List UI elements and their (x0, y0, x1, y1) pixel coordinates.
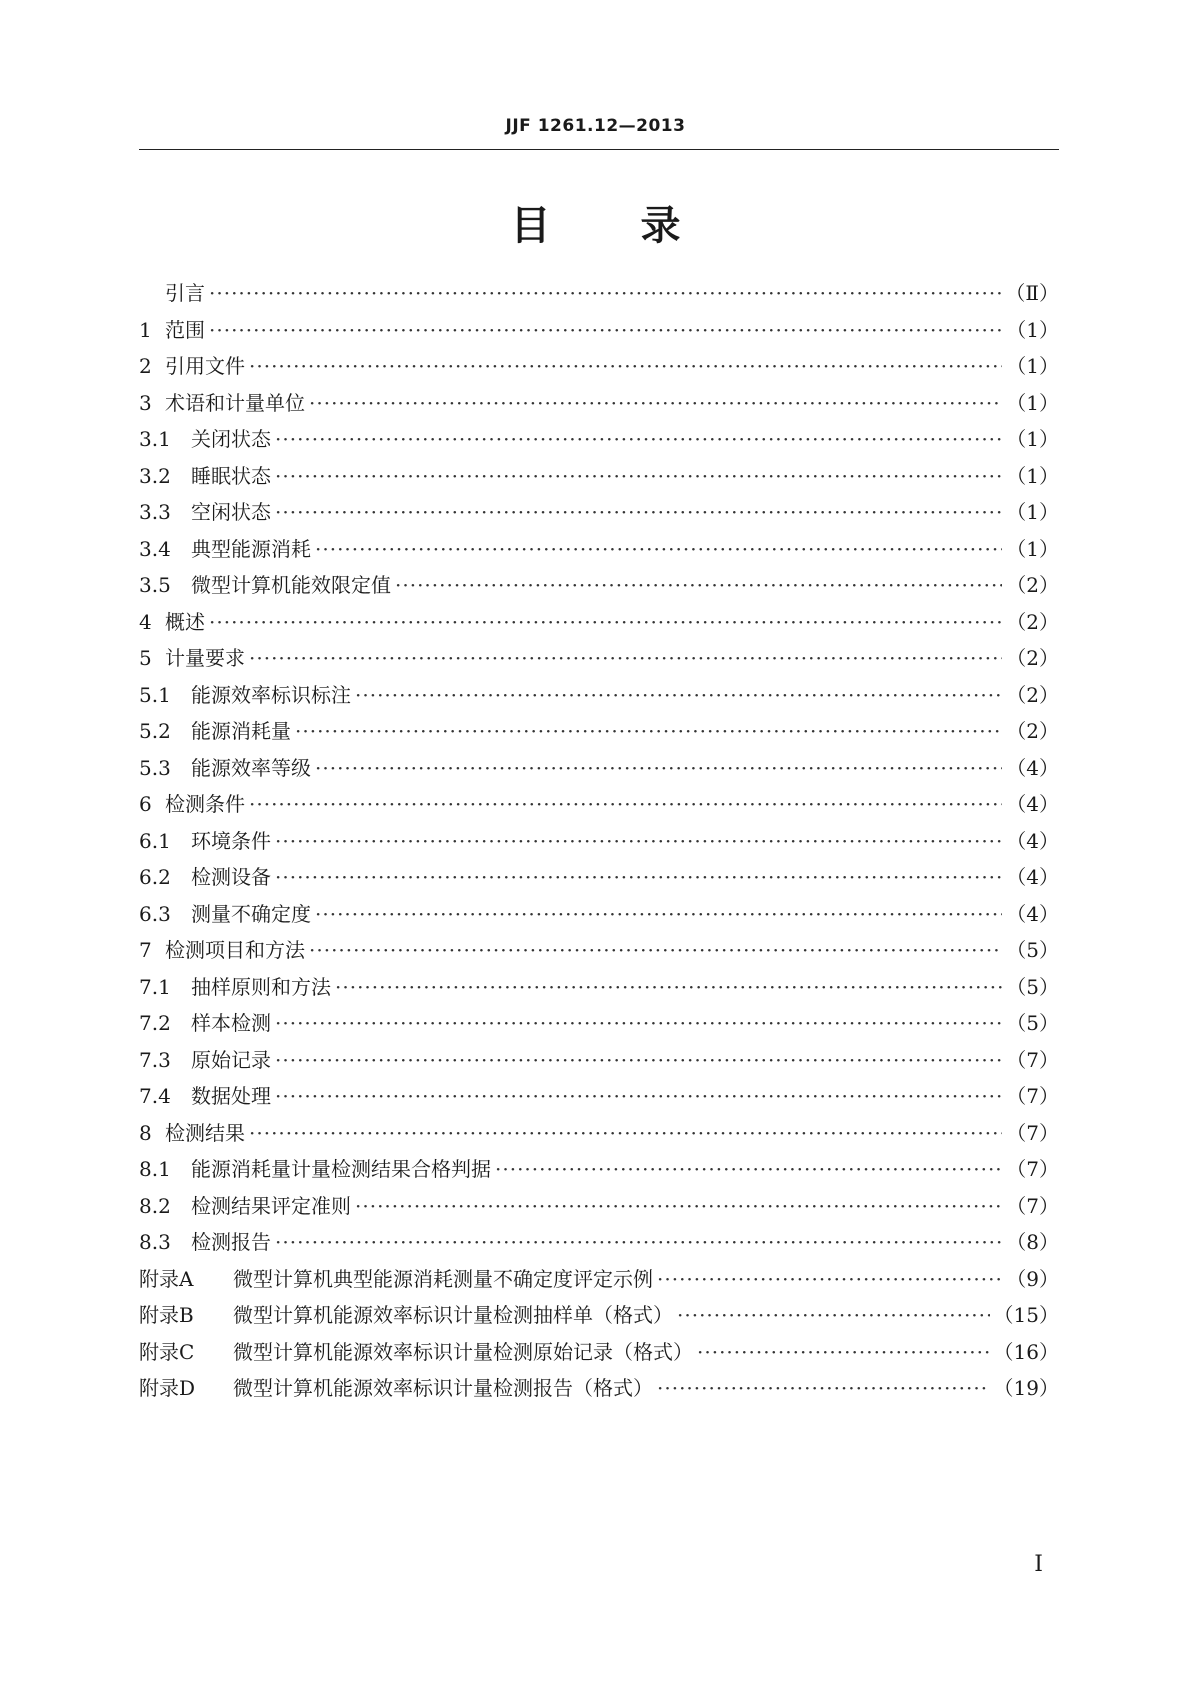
toc-entry-title: 引用文件 (165, 354, 245, 378)
toc-entry[interactable] (139, 314, 1059, 351)
toc-entry-number: 5.1 (139, 682, 171, 707)
toc-entry-page: （Ⅱ） (1005, 281, 1059, 305)
page-title (0, 194, 1191, 251)
toc-entry-page: （4） (1006, 828, 1059, 853)
toc-entry[interactable] (139, 1336, 1059, 1373)
toc-dot-leader (209, 318, 1002, 342)
toc-dot-leader (395, 573, 1002, 597)
toc-dot-leader (309, 938, 1002, 962)
toc-entry-title: 能源消耗量计量检测结果合格判据 (191, 1157, 491, 1181)
page-title-char-1: 目 (510, 203, 551, 249)
toc-entry-page: （8） (1006, 1230, 1059, 1254)
toc-entry[interactable] (139, 387, 1059, 424)
toc-dot-leader (315, 902, 1002, 926)
toc-entry-title: 能源效率标识标注 (191, 682, 351, 707)
toc-entry-title: 典型能源消耗 (191, 536, 311, 561)
toc-entry-page: （1） (1006, 390, 1059, 415)
toc-entry-page: （16） (993, 1339, 1059, 1364)
toc-entry-page: （1） (1006, 354, 1059, 378)
toc-dot-leader (249, 792, 1002, 816)
toc-dot-leader (295, 719, 1002, 743)
toc-entry-page: （7） (1006, 1193, 1059, 1218)
toc-entry[interactable] (139, 533, 1059, 570)
toc-entry-number: 附录B (139, 1303, 194, 1327)
toc-entry-number: 6.2 (139, 865, 171, 889)
toc-entry-number: 附录C (139, 1339, 195, 1364)
toc-dot-leader (275, 865, 1002, 889)
toc-entry-number: 3.2 (139, 463, 171, 488)
toc-entry-page: （1） (1006, 317, 1059, 342)
page-title-char-2: 录 (640, 203, 681, 249)
toc-dot-leader (355, 683, 1002, 707)
toc-dot-leader (315, 537, 1002, 561)
toc-entry-number: 6.1 (139, 828, 171, 853)
toc-entry[interactable] (139, 1007, 1059, 1044)
toc-entry-title: 检测设备 (191, 865, 271, 889)
toc-entry-title: 计量要求 (165, 646, 245, 670)
toc-entry-page: （1） (1006, 427, 1059, 451)
toc-entry-page: （4） (1006, 901, 1059, 926)
toc-entry[interactable] (139, 606, 1059, 643)
toc-dot-leader (249, 646, 1002, 670)
toc-entry-number: 6.3 (139, 901, 171, 926)
toc-dot-leader (209, 281, 1001, 305)
toc-entry-title: 能源效率等级 (191, 755, 311, 780)
toc-entry-page: （15） (993, 1303, 1059, 1327)
toc-entry[interactable] (139, 277, 1059, 314)
toc-entry-title: 概述 (165, 609, 205, 634)
toc-dot-leader (657, 1376, 990, 1400)
toc-entry-number: 8.3 (139, 1230, 171, 1254)
toc-entry-number: 5 (139, 646, 152, 670)
toc-entry-title: 检测项目和方法 (165, 938, 305, 962)
toc-dot-leader (275, 1230, 1002, 1254)
toc-dot-leader (275, 1084, 1002, 1108)
toc-dot-leader (209, 610, 1002, 634)
toc-entry-page: （5） (1006, 938, 1059, 962)
toc-entry[interactable] (139, 1226, 1059, 1263)
toc-dot-leader (335, 975, 1002, 999)
toc-dot-leader (275, 1011, 1002, 1035)
toc-entry-number: 6 (139, 792, 152, 816)
toc-entry-number: 1 (139, 317, 152, 342)
toc-entry-number: 8.1 (139, 1157, 171, 1181)
toc-entry-title: 样本检测 (191, 1011, 271, 1035)
toc-entry-page: （7） (1006, 1084, 1059, 1108)
standard-code-header: JJF 1261.12—2013 (505, 116, 686, 136)
toc-entry-number: 8 (139, 1120, 152, 1145)
toc-dot-leader (275, 1048, 1002, 1072)
toc-entry-number: 3 (139, 390, 152, 415)
toc-entry-title: 引言 (165, 281, 205, 305)
toc-entry-page: （9） (1006, 1266, 1059, 1291)
toc-entry[interactable] (139, 825, 1059, 862)
toc-dot-leader (249, 354, 1002, 378)
toc-entry-title: 测量不确定度 (191, 901, 311, 926)
toc-entry[interactable] (139, 1372, 1059, 1409)
toc-entry-number: 8.2 (139, 1193, 171, 1218)
toc-dot-leader (309, 391, 1002, 415)
toc-entry[interactable] (139, 1190, 1059, 1227)
toc-entry[interactable] (139, 496, 1059, 533)
toc-entry-number: 5.2 (139, 719, 171, 743)
toc-entry-page: （1） (1006, 536, 1059, 561)
toc-entry[interactable] (139, 1080, 1059, 1117)
toc-entry-page: （2） (1006, 682, 1059, 707)
toc-entry-number: 7.3 (139, 1047, 171, 1072)
toc-entry[interactable] (139, 460, 1059, 497)
toc-entry-title: 检测结果评定准则 (191, 1193, 351, 1218)
toc-entry[interactable] (139, 642, 1059, 679)
toc-entry-number: 3.1 (139, 427, 171, 451)
toc-entry-title: 微型计算机能源效率标识计量检测报告（格式） (233, 1376, 653, 1400)
toc-entry-title: 微型计算机能效限定值 (191, 573, 391, 597)
toc-entry-title: 环境条件 (191, 828, 271, 853)
toc-entry-page: （2） (1006, 646, 1059, 670)
toc-entry-page: （4） (1006, 865, 1059, 889)
toc-entry[interactable] (139, 1263, 1059, 1300)
header-rule (139, 149, 1059, 150)
toc-entry-title: 睡眠状态 (191, 463, 271, 488)
toc-entry-page: （7） (1006, 1157, 1059, 1181)
toc-entry-number: 3.4 (139, 536, 171, 561)
toc-entry-title: 术语和计量单位 (165, 390, 305, 415)
toc-entry[interactable] (139, 788, 1059, 825)
toc-entry-title: 范围 (165, 317, 205, 342)
toc-entry-number: 7.1 (139, 974, 171, 999)
toc-entry[interactable] (139, 715, 1059, 752)
toc-dot-leader (657, 1267, 1002, 1291)
toc-entry-page: （1） (1006, 463, 1059, 488)
toc-dot-leader (495, 1157, 1002, 1181)
toc-entry-number: 5.3 (139, 755, 171, 780)
toc-entry[interactable] (139, 971, 1059, 1008)
toc-dot-leader (315, 756, 1002, 780)
toc-entry-page: （7） (1006, 1120, 1059, 1145)
toc-entry-page: （2） (1006, 573, 1059, 597)
toc-entry-title: 检测条件 (165, 792, 245, 816)
toc-dot-leader (275, 427, 1002, 451)
toc-entry-title: 数据处理 (191, 1084, 271, 1108)
toc-entry-page: （19） (993, 1376, 1059, 1400)
toc-entry[interactable] (139, 350, 1059, 387)
toc-entry[interactable] (139, 423, 1059, 460)
toc-entry-title: 原始记录 (191, 1047, 271, 1072)
toc-entry-number: 2 (139, 354, 152, 378)
toc-entry[interactable] (139, 898, 1059, 935)
toc-dot-leader (249, 1121, 1002, 1145)
toc-entry-title: 空闲状态 (191, 500, 271, 524)
toc-entry-number: 7 (139, 938, 152, 962)
toc-entry-number: 3.3 (139, 500, 171, 524)
toc-entry-number: 4 (139, 609, 152, 634)
toc-entry-title: 微型计算机典型能源消耗测量不确定度评定示例 (233, 1266, 653, 1291)
toc-entry-title: 检测结果 (165, 1120, 245, 1145)
toc-entry-title: 检测报告 (191, 1230, 271, 1254)
toc-entry-page: （4） (1006, 792, 1059, 816)
toc-entry[interactable] (139, 679, 1059, 716)
toc-dot-leader (355, 1194, 1002, 1218)
toc-entry-page: （2） (1006, 609, 1059, 634)
toc-entry-title: 能源消耗量 (191, 719, 291, 743)
toc-entry-page: （5） (1006, 974, 1059, 999)
toc-entry[interactable] (139, 569, 1059, 606)
toc-entry[interactable] (139, 861, 1059, 898)
toc-entry-title: 微型计算机能源效率标识计量检测原始记录（格式） (233, 1339, 693, 1364)
toc-entry-number: 3.5 (139, 573, 171, 597)
toc-entry-title: 抽样原则和方法 (191, 974, 331, 999)
toc-entry-title: 微型计算机能源效率标识计量检测抽样单（格式） (233, 1303, 673, 1327)
toc-dot-leader (677, 1303, 990, 1327)
toc-entry-page: （7） (1006, 1047, 1059, 1072)
toc-entry-number: 7.2 (139, 1011, 171, 1035)
toc-entry[interactable] (139, 1117, 1059, 1154)
toc-entry[interactable] (139, 1299, 1059, 1336)
toc-entry-number: 附录D (139, 1376, 196, 1400)
toc-entry[interactable] (139, 1044, 1059, 1081)
table-of-contents (139, 277, 1059, 1409)
toc-dot-leader (275, 500, 1002, 524)
toc-entry-number: 附录A (139, 1266, 194, 1291)
toc-entry[interactable] (139, 1153, 1059, 1190)
toc-dot-leader (275, 464, 1002, 488)
toc-entry-page: （5） (1006, 1011, 1059, 1035)
toc-entry-title: 关闭状态 (191, 427, 271, 451)
toc-entry-page: （1） (1006, 500, 1059, 524)
toc-entry-number: 7.4 (139, 1084, 171, 1108)
toc-entry-page: （2） (1006, 719, 1059, 743)
page-number: Ⅰ (1034, 1552, 1043, 1577)
toc-entry[interactable] (139, 752, 1059, 789)
toc-dot-leader (275, 829, 1002, 853)
toc-dot-leader (697, 1340, 990, 1364)
toc-entry-page: （4） (1006, 755, 1059, 780)
toc-entry[interactable] (139, 934, 1059, 971)
